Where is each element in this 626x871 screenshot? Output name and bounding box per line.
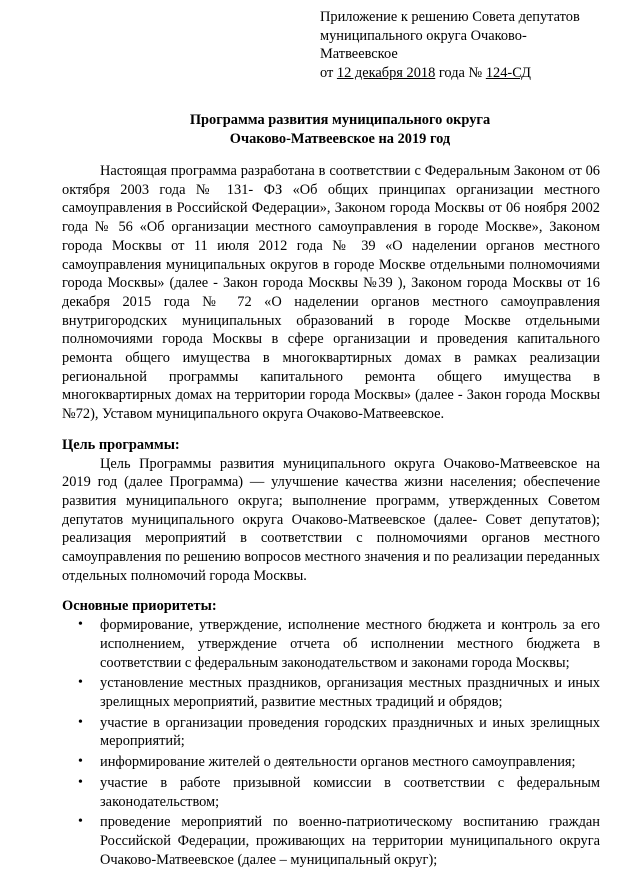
priorities-list [62, 616, 600, 869]
list-item [62, 753, 600, 772]
priorities-section [62, 597, 600, 869]
list-item [62, 774, 600, 811]
goal-heading: Цель программы: [62, 436, 180, 453]
list-item-text: формирование, утверждение, исполнение местного бюджета и контроль за его исполнением, утверждение отчета об исполнении местного бюджета в соответствии с федеральным законодательством и законами города Москвы; [100, 617, 600, 671]
bullet-icon: • [78, 675, 83, 691]
list-item-text: установление местных праздников, организация местных праздничных и иных зрелищных мероприятий, развитие местных традиций и обрядов; [100, 675, 600, 710]
intro-paragraph: Настоящая программа разработана в соответствии с Федеральным Законом от 06 октября 2003 года № 131- ФЗ «Об общих принципах организации местного самоуправления в Российской Федерации», Законом города Москвы от 06 ноября 2002 года № 56 «Об организации местного самоуправления в городе Москве», Законом города Москвы от 11 июля 2012 года № 39 «О наделении органов местного самоуправления муниципальных округов в городе Москве отдельными полномочиями города Москвы» (далее - Закон города Москвы №39 ), Законом города Москвы от 16 декабря 2015 года № 72 «О наделении органов местного самоуправления внутригородских муниципальных образований в городе Москве отдельными полномочиями города Москвы в сфере организации и проведения капитального ремонта общего имущества в многоквартирных домах в рамках реализации региональной программы капитального ремонта общего имущества в многоквартирных домах на территории города Москвы» (далее - Закон города Москвы №72), Уставом муниципального округа Очаково-Матвеевское. [62, 163, 600, 423]
title-line: Программа развития муниципального округа [189, 112, 491, 128]
list-item [62, 616, 600, 672]
document-body [62, 162, 600, 871]
document-header [320, 8, 620, 83]
header-date: 12 декабря 2018 [336, 65, 436, 82]
header-date-prefix: от [320, 65, 337, 82]
document-title [60, 111, 620, 148]
list-item-text: информирование жителей о деятельности органов местного самоуправления; [100, 754, 576, 771]
header-number-prefix: года № [435, 65, 486, 82]
list-item-text: проведение мероприятий по военно-патриотическому воспитанию граждан Российской Федерации, проживающих на территории муниципального округа Очаково-Матвеевское (далее – муниципальный округ); [100, 814, 600, 868]
bullet-icon: • [78, 754, 83, 770]
goal-section [62, 436, 600, 586]
header-number: 124-СД [485, 65, 531, 82]
bullet-icon: • [78, 774, 83, 790]
header-line: муниципального округа Очаково- [320, 27, 527, 44]
bullet-icon: • [78, 617, 83, 633]
list-item [62, 714, 600, 751]
list-item [62, 674, 600, 711]
list-item [62, 813, 600, 869]
header-line: Приложение к решению Совета депутатов [320, 9, 580, 25]
bullet-icon: • [78, 814, 83, 830]
bullet-icon: • [78, 714, 83, 730]
title-line: Очаково-Матвеевское на 2019 год [229, 130, 451, 147]
header-line: Матвеевское [320, 46, 398, 63]
list-item-text: участие в организации проведения городских праздничных и иных зрелищных мероприятий; [100, 714, 600, 750]
list-item-text: участие в работе призывной комиссии в соответствии с федеральным законодательством; [100, 774, 600, 810]
header-date-line [320, 64, 620, 83]
goal-paragraph: Цель Программы развития муниципального округа Очаково-Матвеевское на 2019 год (далее Программа) — улучшение качества жизни населения; обеспечение развития муниципального округа; выполнение программ, утвержденных Советом депутатов муниципального округа Очаково-Матвеевское (далее- Совет депутатов); реализация мероприятий в соответствии с полномочиями органов местного самоуправления по решению вопросов местного значения и по реализации переданных отдельных полномочий города Москвы. [62, 455, 600, 584]
priorities-heading: Основные приоритеты: [62, 598, 217, 615]
